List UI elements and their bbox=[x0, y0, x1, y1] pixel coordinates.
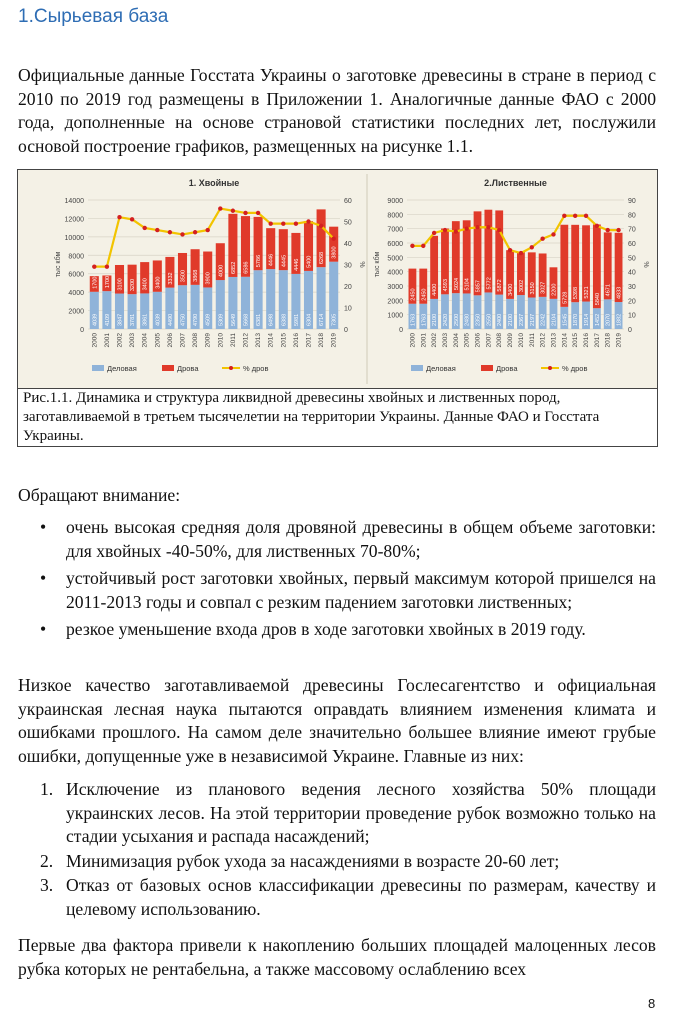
category-label: 2014 bbox=[561, 333, 569, 348]
numbered-list bbox=[18, 778, 656, 923]
data-label-delovaya: 6498 bbox=[268, 313, 275, 326]
point-pct bbox=[231, 209, 235, 213]
intro-paragraph: Официальные данные Госстата Украины о заготовке древесины в стране в период с 2010 по 2019 год размещены в Приложении 1. Аналогичные данные ФАО с 2000 года, дополненные на основе страновой статистики последних лет, послужили основой построение графиков, размещенных на рисунке 1.1. bbox=[18, 65, 656, 156]
data-label-drova: 3500 bbox=[180, 269, 187, 283]
data-label-drova: 5772 bbox=[486, 277, 493, 290]
tick-label-right: 10 bbox=[344, 305, 352, 313]
category-label: 2017 bbox=[593, 333, 601, 348]
list-item bbox=[18, 567, 656, 614]
list-item-text: Исключение из планового ведения лесного хозяйства 50% площади украинских лесов. На этой территории проведение рубок возможно только на стадии усыхания и распада насаждений; bbox=[66, 779, 656, 847]
data-label-delovaya: 2197 bbox=[529, 313, 536, 326]
tick-label-right: 0 bbox=[344, 327, 348, 334]
list-item bbox=[18, 874, 656, 921]
category-label: 2000 bbox=[409, 333, 417, 348]
tick-label-right: 90 bbox=[628, 198, 636, 205]
list-item-text: очень высокая средняя доля дровяной древесины в общем объеме заготовки: для хвойных -40-50%, для лиственных 70-80%; bbox=[66, 517, 656, 561]
tick-label-left: 8000 bbox=[387, 212, 403, 220]
data-label-drova: 2450 bbox=[410, 288, 417, 301]
category-label: 2004 bbox=[141, 333, 149, 348]
category-label: 2007 bbox=[179, 333, 187, 348]
tick-label-left: 12000 bbox=[64, 216, 84, 224]
point-pct bbox=[168, 230, 172, 234]
data-label-delovaya: 5668 bbox=[243, 313, 250, 326]
category-label: 2017 bbox=[305, 333, 313, 348]
data-label-delovaya: 2350 bbox=[475, 313, 482, 326]
list-number: 2. bbox=[40, 850, 54, 871]
tick-label-left: 10000 bbox=[64, 234, 84, 242]
tick-label-right: 30 bbox=[628, 284, 636, 291]
charts-svg bbox=[18, 170, 657, 388]
point-pct bbox=[551, 232, 555, 236]
category-label: 2005 bbox=[154, 333, 162, 348]
data-label-delovaya: 6388 bbox=[281, 313, 288, 326]
point-pct bbox=[432, 231, 436, 235]
point-pct bbox=[243, 211, 247, 215]
page-number: 8 bbox=[648, 996, 656, 1011]
data-label-drova: 3800 bbox=[331, 246, 338, 259]
data-label-drova: 3400 bbox=[508, 283, 515, 296]
figure-caption: Рис.1.1. Динамика и структура ликвидной древесины хвойных и лиственных пород, заготавливаемой в третьем тысячелетии на территории Украины. Данные ФАО и Госстата Украины. bbox=[18, 388, 657, 446]
legend-marker-pct bbox=[548, 366, 552, 370]
data-label-delovaya: 1763 bbox=[410, 313, 417, 326]
data-label-delovaya: 2100 bbox=[432, 313, 439, 326]
data-label-delovaya: 4750 bbox=[180, 313, 187, 326]
bullet-icon: • bbox=[40, 619, 47, 640]
data-label-drova: 4833 bbox=[616, 286, 623, 300]
legend-label-delovaya: Деловая bbox=[107, 364, 137, 373]
category-label: 2019 bbox=[330, 333, 338, 348]
category-label: 2011 bbox=[528, 333, 536, 347]
point-pct bbox=[573, 214, 577, 218]
tick-label-right: 10 bbox=[628, 312, 636, 320]
data-label-drova: 3900 bbox=[205, 272, 212, 285]
data-label-drova: 4671 bbox=[605, 284, 612, 297]
data-label-drova: 5024 bbox=[453, 277, 460, 291]
point-pct bbox=[606, 228, 610, 232]
category-label: 2001 bbox=[103, 333, 111, 348]
point-pct bbox=[269, 221, 273, 225]
data-label-delovaya: 3861 bbox=[142, 313, 149, 326]
category-label: 2015 bbox=[572, 333, 580, 348]
category-label: 2004 bbox=[452, 333, 460, 348]
point-pct bbox=[143, 226, 147, 230]
list-item bbox=[18, 618, 656, 642]
category-label: 2014 bbox=[267, 333, 275, 348]
category-label: 2007 bbox=[485, 333, 493, 348]
category-label: 2002 bbox=[431, 333, 439, 348]
legend-swatch-delovaya bbox=[92, 365, 104, 371]
point-pct bbox=[595, 224, 599, 228]
tick-label-left: 4000 bbox=[68, 290, 84, 298]
point-pct bbox=[206, 228, 210, 232]
point-pct bbox=[562, 214, 566, 218]
data-label-drova: 3150 bbox=[529, 282, 536, 295]
legend-swatch-drova bbox=[481, 365, 493, 371]
category-label: 2005 bbox=[463, 333, 471, 348]
point-pct bbox=[92, 264, 96, 268]
data-label-drova: 3100 bbox=[117, 278, 124, 291]
list-item-text: Отказ от базовых основ классификации древесины по размерам, качеству и целевому использованию. bbox=[66, 875, 656, 919]
point-pct bbox=[410, 244, 414, 248]
attention-intro: Обращают внимание: bbox=[18, 485, 181, 505]
legend-label-drova: Дрова bbox=[177, 364, 199, 373]
data-label-drova: 5400 bbox=[306, 255, 313, 268]
data-label-drova: 5104 bbox=[464, 278, 471, 291]
data-label-drova: 3332 bbox=[167, 272, 174, 285]
point-pct bbox=[218, 206, 222, 210]
legend-swatch-delovaya bbox=[411, 365, 423, 371]
data-label-drova: 5840 bbox=[594, 292, 601, 306]
tick-label-left: 1000 bbox=[387, 312, 403, 320]
point-pct bbox=[294, 221, 298, 225]
data-label-drova: 6586 bbox=[243, 261, 250, 274]
data-label-delovaya: 2367 bbox=[518, 313, 525, 326]
legend-swatch-drova bbox=[162, 365, 174, 371]
point-pct bbox=[421, 244, 425, 248]
category-label: 2010 bbox=[517, 333, 525, 348]
bullet-icon: • bbox=[40, 517, 47, 537]
data-label-drova: 3400 bbox=[155, 276, 162, 289]
data-label-drova: 5321 bbox=[584, 286, 591, 299]
data-label-delovaya: 5309 bbox=[218, 313, 225, 326]
tick-label-right: 50 bbox=[628, 255, 636, 263]
data-label-delovaya: 1545 bbox=[562, 313, 569, 326]
point-pct bbox=[443, 228, 447, 232]
point-pct bbox=[540, 237, 544, 241]
data-label-delovaya: 1882 bbox=[616, 313, 623, 326]
data-label-delovaya: 4039 bbox=[155, 313, 162, 326]
list-item-text: резкое уменьшение входа дров в ходе заготовки хвойных в 2019 году. bbox=[66, 619, 586, 640]
data-label-drova: 5872 bbox=[497, 279, 504, 292]
tick-label-right: 30 bbox=[344, 262, 352, 270]
y2-axis-label: % bbox=[358, 261, 365, 268]
category-label: 2012 bbox=[539, 333, 547, 348]
point-pct bbox=[319, 224, 323, 228]
tick-label-right: 50 bbox=[344, 219, 352, 227]
list-item bbox=[18, 850, 656, 874]
category-label: 2008 bbox=[496, 333, 504, 348]
tick-label-left: 6000 bbox=[387, 241, 403, 248]
data-label-delovaya: 2104 bbox=[551, 313, 558, 326]
charts-panel bbox=[18, 170, 657, 388]
data-label-drova: 4445 bbox=[281, 254, 288, 268]
data-label-delovaya: 1870 bbox=[573, 313, 580, 326]
list-item-text: Минимизация рубок ухода за насаждениями в возрасте 20-60 лет; bbox=[66, 850, 560, 871]
point-pct bbox=[454, 229, 458, 233]
data-label-drova: 5857 bbox=[475, 280, 482, 293]
data-label-delovaya: 4509 bbox=[205, 313, 212, 326]
data-label-delovaya: 2400 bbox=[497, 313, 504, 326]
section-heading: 1.Сырьевая база bbox=[18, 6, 169, 27]
data-label-delovaya: 4109 bbox=[104, 313, 111, 326]
data-label-drova: 4000 bbox=[218, 264, 225, 278]
data-label-drova: 3400 bbox=[142, 278, 149, 291]
category-label: 2013 bbox=[550, 333, 558, 348]
point-pct bbox=[281, 221, 285, 225]
point-pct bbox=[464, 226, 468, 230]
point-pct bbox=[497, 228, 501, 232]
point-pct bbox=[256, 211, 260, 215]
list-item bbox=[18, 778, 656, 849]
category-label: 2002 bbox=[116, 333, 124, 348]
tick-label-right: 0 bbox=[628, 327, 632, 334]
point-pct bbox=[332, 237, 336, 241]
data-label-delovaya: 2480 bbox=[464, 313, 471, 326]
category-label: 2018 bbox=[604, 333, 612, 348]
y-axis-label: тыс кбм bbox=[55, 251, 62, 278]
tick-label-left: 3000 bbox=[387, 284, 403, 291]
figure bbox=[17, 169, 658, 447]
tick-label-right: 60 bbox=[344, 198, 352, 205]
category-label: 2009 bbox=[507, 333, 515, 348]
bullet-list bbox=[18, 516, 656, 646]
data-label-delovaya: 2242 bbox=[540, 313, 547, 326]
list-number: 1. bbox=[40, 779, 54, 799]
category-label: 2008 bbox=[192, 333, 200, 348]
tick-label-right: 60 bbox=[628, 241, 636, 248]
data-label-delovaya: 2100 bbox=[508, 313, 515, 326]
point-pct bbox=[130, 217, 134, 221]
category-label: 2001 bbox=[420, 333, 428, 348]
data-label-drova: 4593 bbox=[442, 279, 449, 292]
tick-label-left: 4000 bbox=[387, 269, 403, 277]
tick-label-left: 0 bbox=[399, 327, 403, 334]
list-number: 3. bbox=[40, 875, 54, 896]
data-label-delovaya: 3847 bbox=[117, 313, 124, 326]
data-label-delovaya: 2500 bbox=[453, 313, 460, 326]
category-label: 2013 bbox=[255, 333, 263, 348]
point-pct bbox=[306, 219, 310, 223]
data-label-delovaya: 4790 bbox=[193, 313, 200, 326]
data-label-delovaya: 2420 bbox=[442, 313, 449, 326]
category-label: 2012 bbox=[242, 333, 250, 348]
legend-label-drova: Дрова bbox=[496, 364, 518, 373]
data-label-drova: 5398 bbox=[573, 286, 580, 300]
data-label-delovaya: 1914 bbox=[584, 313, 591, 326]
category-label: 2019 bbox=[615, 333, 623, 348]
point-pct bbox=[193, 230, 197, 234]
category-label: 2006 bbox=[474, 333, 482, 348]
y-axis-label: тыс кбм bbox=[374, 251, 381, 278]
category-label: 2009 bbox=[204, 333, 212, 348]
data-label-drova: 5728 bbox=[562, 291, 569, 304]
point-pct bbox=[475, 225, 479, 229]
data-label-delovaya: 4039 bbox=[92, 313, 99, 326]
point-pct bbox=[180, 232, 184, 236]
legend-label-pct: % дров bbox=[243, 364, 269, 373]
point-pct bbox=[117, 215, 121, 219]
point-pct bbox=[105, 264, 109, 268]
y2-axis-label: % bbox=[642, 261, 649, 268]
tick-label-left: 5000 bbox=[387, 255, 403, 263]
legend-label-delovaya: Деловая bbox=[426, 364, 456, 373]
category-label: 2011 bbox=[229, 333, 237, 347]
data-label-drova: 4400 bbox=[432, 283, 439, 296]
data-label-delovaya: 7305 bbox=[331, 313, 338, 326]
legend-label-pct: % дров bbox=[562, 364, 588, 373]
tick-label-right: 40 bbox=[628, 269, 636, 277]
tick-label-left: 0 bbox=[80, 327, 84, 334]
point-pct bbox=[530, 245, 534, 249]
list-item-text: устойчивый рост заготовки хвойных, первый максимум которой пришелся на 2011-2013 годы и совпал с резким падением заготовки лиственных; bbox=[66, 568, 656, 612]
chart-title: 2.Лиственные bbox=[484, 178, 547, 188]
category-label: 2003 bbox=[129, 333, 137, 348]
closing-paragraph: Первые два фактора привели к накоплению больших площадей малоценных лесов рубка которых не рентабельна, а также массовому ослаблению всех bbox=[18, 935, 656, 979]
data-label-delovaya: 1763 bbox=[421, 313, 428, 326]
point-pct bbox=[155, 228, 159, 232]
data-label-drova: 2450 bbox=[421, 288, 428, 301]
data-label-delovaya: 1452 bbox=[594, 313, 601, 326]
point-pct bbox=[519, 251, 523, 255]
point-pct bbox=[508, 248, 512, 252]
category-label: 2016 bbox=[583, 333, 591, 348]
category-label: 2015 bbox=[280, 333, 288, 348]
data-label-delovaya: 5649 bbox=[230, 313, 237, 326]
chart-title: 1. Хвойные bbox=[188, 178, 240, 188]
data-label-drova: 3200 bbox=[130, 278, 137, 292]
data-label-delovaya: 2550 bbox=[486, 313, 493, 326]
point-pct bbox=[486, 225, 490, 229]
category-label: 2006 bbox=[166, 333, 174, 348]
tick-label-right: 20 bbox=[628, 298, 636, 306]
category-label: 2003 bbox=[441, 333, 449, 348]
tick-label-left: 2000 bbox=[68, 308, 84, 316]
category-label: 2016 bbox=[292, 333, 300, 348]
data-label-delovaya: 2070 bbox=[605, 313, 612, 326]
data-label-drova: 5786 bbox=[256, 254, 263, 268]
data-label-drova: 3002 bbox=[518, 279, 525, 293]
tick-label-right: 70 bbox=[628, 226, 636, 234]
data-label-delovaya: 4490 bbox=[167, 313, 174, 326]
data-label-drova: 3868 bbox=[193, 269, 200, 282]
category-label: 2000 bbox=[91, 333, 99, 348]
data-label-delovaya: 6381 bbox=[256, 313, 263, 326]
quality-paragraph: Низкое качество заготавливаемой древесины Гослесагентство и официальная украинская лесная наука пытаются оправдать влиянием изменения климата и ошибками прошлого. На самом деле значительно большее влияние имеют грубые ошибки, допущенные уже в независимой Украине. Главные из них: bbox=[18, 675, 656, 766]
data-label-drova: 6268 bbox=[319, 251, 326, 265]
category-label: 2018 bbox=[318, 333, 326, 348]
tick-label-left: 9000 bbox=[387, 198, 403, 205]
tick-label-right: 40 bbox=[344, 241, 352, 248]
category-label: 2010 bbox=[217, 333, 225, 348]
data-label-drova: 6852 bbox=[230, 261, 237, 274]
data-label-delovaya: 3781 bbox=[130, 313, 137, 326]
tick-label-left: 14000 bbox=[64, 198, 84, 205]
data-label-delovaya: 6304 bbox=[306, 313, 313, 326]
data-label-delovaya: 6714 bbox=[319, 313, 326, 326]
data-label-drova: 3027 bbox=[540, 281, 547, 294]
tick-label-left: 6000 bbox=[68, 271, 84, 279]
point-pct bbox=[616, 228, 620, 232]
data-label-drova: 4446 bbox=[293, 258, 300, 271]
data-label-delovaya: 5981 bbox=[293, 313, 300, 326]
tick-label-right: 20 bbox=[344, 284, 352, 291]
tick-label-right: 80 bbox=[628, 212, 636, 220]
data-label-drova: 1700 bbox=[92, 276, 99, 289]
tick-label-left: 8000 bbox=[68, 253, 84, 261]
point-pct bbox=[584, 214, 588, 218]
tick-label-left: 7000 bbox=[387, 226, 403, 234]
list-item bbox=[18, 516, 656, 563]
data-label-drova: 4446 bbox=[268, 253, 275, 267]
bullet-icon: • bbox=[40, 568, 47, 589]
data-label-drova: 1700 bbox=[104, 275, 111, 289]
data-label-drova: 2200 bbox=[551, 283, 558, 296]
tick-label-left: 2000 bbox=[387, 298, 403, 306]
legend-marker-pct bbox=[229, 366, 233, 370]
